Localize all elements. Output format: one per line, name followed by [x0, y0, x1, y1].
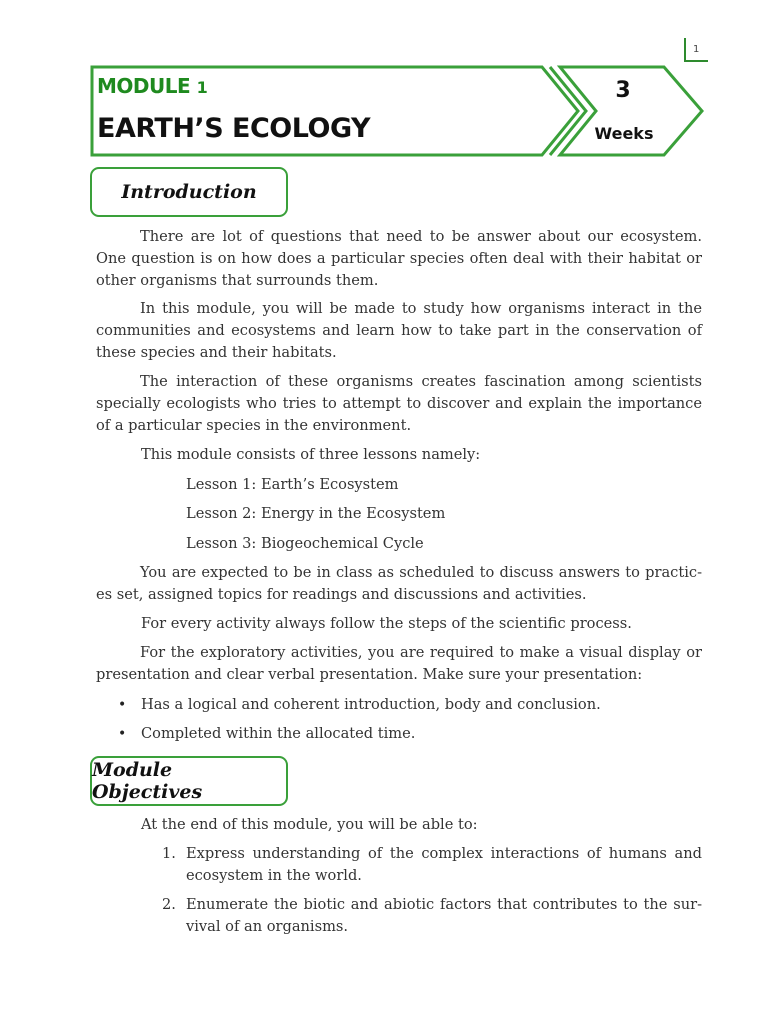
module-objectives-heading: Module Objectives — [90, 756, 288, 806]
bullet-marker-1: • — [118, 697, 127, 713]
intro-paragraph-7: For the exploratory activities, you are required to make a visual display or presentation and clear verbal presentation. Make sure your presentation: — [96, 644, 702, 683]
objective-text-2: Enumerate the biotic and abiotic factors that contributes to the sur-vival of an organisms. — [186, 896, 702, 935]
introduction-heading: Introduction — [90, 167, 288, 217]
module-label: MODULE 1 — [97, 74, 208, 98]
module-title: EARTH’S ECOLOGY — [97, 113, 371, 144]
intro-paragraph-6: For every activity always follow the steps of the scientific process. — [141, 615, 632, 632]
intro-paragraph-1: There are lot of questions that need to be answer about our ecosystem. One question is on how does a particular species often deal with their habitat or other organisms that surrounds them. — [96, 228, 702, 289]
duration-value: 3 — [615, 78, 631, 103]
intro-paragraph-2: In this module, you will be made to study how organisms interact in the communities and ecosystems and learn how to take part in the conservation of these species and their habitats. — [96, 300, 702, 361]
objective-text-1: Express understanding of the complex interactions of humans and ecosystem in the world. — [186, 845, 702, 884]
presentation-criterion-1: Has a logical and coherent introduction, body and conclusion. — [141, 696, 601, 713]
objective-number-1: 1. — [162, 845, 176, 862]
intro-paragraph-4: This module consists of three lessons namely: — [141, 446, 481, 463]
page-number: 1 — [693, 44, 700, 55]
intro-paragraph-3: The interaction of these organisms creates fascination among scientists specially ecologists who tries to attempt to discover and explain the importance of a particular species in the environment. — [96, 373, 702, 434]
bullet-marker-2: • — [118, 726, 127, 742]
objectives-lead: At the end of this module, you will be able to: — [141, 816, 478, 833]
duration-unit: Weeks — [594, 124, 654, 143]
intro-paragraph-5: You are expected to be in class as scheduled to discuss answers to practic-es set, assigned topics for readings and discussions and activities. — [96, 564, 702, 603]
objective-number-2: 2. — [162, 896, 176, 913]
lesson-item-2: Lesson 2: Energy in the Ecosystem — [186, 505, 446, 522]
presentation-criterion-2: Completed within the allocated time. — [141, 725, 416, 742]
lesson-item-3: Lesson 3: Biogeochemical Cycle — [186, 535, 424, 552]
lesson-item-1: Lesson 1: Earth’s Ecosystem — [186, 476, 399, 493]
